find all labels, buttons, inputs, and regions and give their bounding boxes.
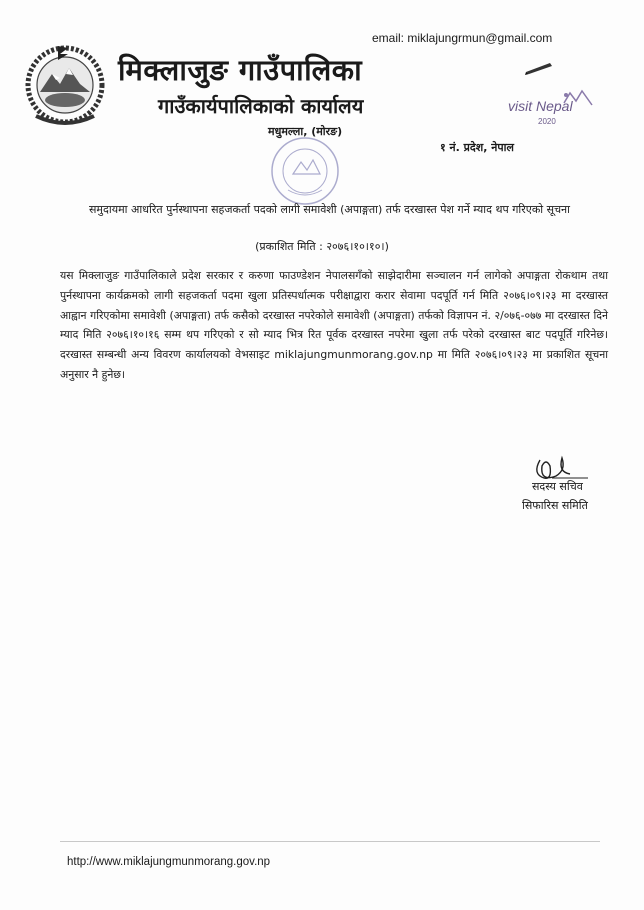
notice-body: यस मिक्लाजुङ गाउँपालिकाले प्रदेश सरकार र करुणा फाउण्डेशन नेपालसगँको साझेदारीमा सञ्चालन गर्न लागेको अपाङ्गता रोकथाम तथा पुर्नस्थापना कार्यक्रमको लागी सहजकर्ता पदमा खुला प्रतिस्पर्धात्मक परीक्षाद्वारा करार सेवामा पदपूर्ति गर्न मिति २०७६।०९।२३ मा दरखास्त आह्वान गरिएकोमा समावेशी (अपाङ्गता) तर्फ कसैको दरखास्त नपरेकोले समावेशी (अपाङ्गता) तर्फको विज्ञापन नं. २/०७६-०७७ मा दरखास्त दिने म्याद मिति २०७६।१०।१६ सम्म थप गरिएको र सो म्याद भित्र रित पूर्वक दरखास्त नपरेमा खुला तर्फ परेको दरखास्त बाट पदपूर्ति गरिनेछ। दरखास्त सम्बन्धी अन्य विवरण कार्यालयको वेभसाइट miklajungmunmorang.gov.np मा मिति २०७६।०९।२३ मा प्रकाशित सूचना अनुसार नै हुनेछ। — [60, 269, 608, 381]
province-label: १ नं. प्रदेश, नेपाल — [440, 141, 514, 154]
pen-icon — [524, 60, 554, 76]
visit-nepal-year: 2020 — [538, 117, 556, 126]
office-subtitle: गाउँकार्यपालिकाको कार्यालय — [158, 94, 364, 118]
footer-website-link[interactable]: http://www.miklajungmunmorang.gov.np — [67, 856, 271, 868]
visit-nepal-text: visit Nepal — [508, 98, 573, 114]
office-stamp — [268, 134, 342, 208]
footer-divider — [60, 841, 600, 842]
signatory-role: सदस्य सचिव — [532, 480, 583, 493]
municipality-title: मिक्लाजुङ गाउँपालिका — [118, 53, 363, 87]
email-address: email: miklajungrmun@gmail.com — [372, 31, 553, 45]
office-address: मधुमल्ला, (मोरङ) — [268, 125, 343, 138]
nepal-emblem-logo — [22, 40, 108, 126]
notice-title: समुदायमा आधरित पुर्नस्थापना सहजकर्ता पदको लागी समावेशी (अपाङ्गता) तर्फ दरखास्त पेश गर्ने म्याद थप गरिएको सूचना — [88, 203, 571, 216]
published-date: (प्रकाशित मिति : २०७६।१०।१०।) — [255, 240, 389, 253]
signatory-committee: सिफारिस समिति — [522, 499, 588, 512]
